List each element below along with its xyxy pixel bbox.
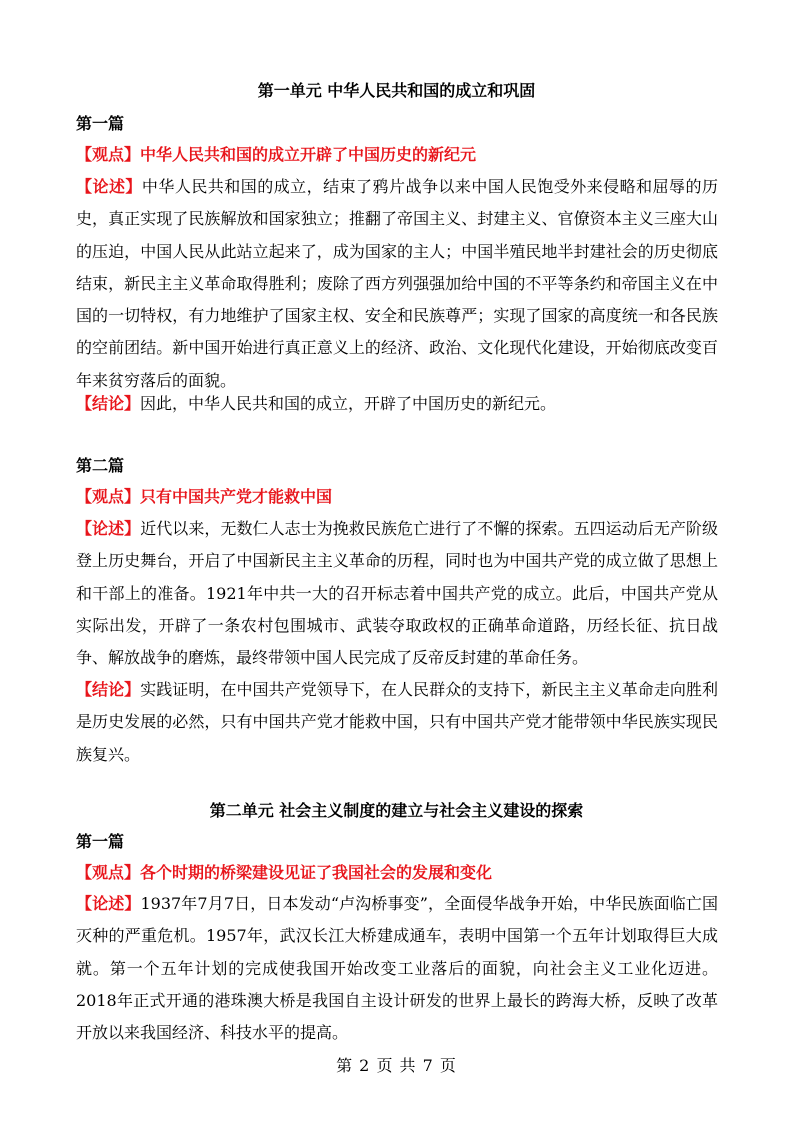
unit1-part1-conclusion (76, 388, 718, 420)
argument-text: 近代以来，无数仁人志士为挽救民族危亡进行了不懈的探索。五四运动后无产阶级登上历史舞台，开启了中国新民主主义革命的历程，同时也为中国共产党的成立做了思想上和干部上的准备。1921年中共一大的召开标志着中国共产党的成立。此后，中国共产党从实际出发，开辟了一条农村包围城市、武装夺取政权的正确革命道路，历经长征、抗日战争、解放战争的磨炼，最终带领中国人民完成了反帝反封建的革命任务。 (76, 519, 718, 668)
unit2-title: 第二单元 社会主义制度的建立与社会主义建设的探索 (209, 801, 584, 820)
conclusion-text: 实践证明，在中国共产党领导下，在人民群众的支持下，新民主主义革命走向胜利是历史发展的必然，只有中国共产党才能救中国，只有中国共产党才能带领中华民族实现民族复兴。 (76, 680, 718, 764)
view-tag: 【观点】 (76, 145, 141, 164)
unit1-part1-view (76, 139, 718, 171)
argument-tag: 【论述】 (76, 894, 141, 913)
view-tag: 【观点】 (76, 487, 141, 506)
argument-text: 1937年7月7日，日本发动“卢沟桥事变”，全面侵华战争开始，中华民族面临亡国灭种的严重危机。1957年，武汉长江大桥建成通车，表明中国第一个五年计划取得巨大成就。第一个五年计划的完成使我国开始改变工业落后的面貌，向社会主义工业化迈进。2018年正式开通的港珠澳大桥是我国自主设计研发的世界上最长的跨海大桥，反映了改革开放以来我国经济、科技水平的提高。 (76, 894, 718, 1043)
unit2-part1-heading: 第一篇 (76, 832, 125, 851)
view-text: 各个时期的桥梁建设见证了我国社会的发展和变化 (140, 863, 493, 882)
argument-tag: 【论述】 (76, 519, 141, 538)
view-text: 中华人民共和国的成立开辟了中国历史的新纪元 (140, 145, 477, 164)
conclusion-text: 因此，中华人民共和国的成立，开辟了中国历史的新纪元。 (140, 394, 557, 413)
unit1-part2-argument (76, 513, 718, 674)
unit1-part2-heading: 第二篇 (76, 456, 125, 475)
conclusion-tag: 【结论】 (76, 394, 141, 413)
unit1-title: 第一单元 中华人民共和国的成立和巩固 (257, 81, 536, 100)
unit2-part1-argument (76, 888, 718, 1049)
unit1-part1-argument (76, 171, 718, 397)
view-text: 只有中国共产党才能救中国 (140, 487, 333, 506)
conclusion-tag: 【结论】 (76, 680, 141, 699)
unit1-part2-view (76, 481, 718, 513)
unit1-part2-conclusion (76, 674, 718, 771)
unit2-part1-view (76, 857, 718, 889)
argument-tag: 【论述】 (76, 177, 142, 196)
argument-text: 中华人民共和国的成立，结束了鸦片战争以来中国人民饱受外来侵略和屈辱的历史，真正实现了民族解放和国家独立；推翻了帝国主义、封建主义、官僚资本主义三座大山的压迫，中国人民从此站立起来了，成为国家的主人；中国半殖民地半封建社会的历史彻底结束，新民主主义革命取得胜利；废除了西方列强强加给中国的不平等条约和帝国主义在中国的一切特权，有力地维护了国家主权、安全和民族尊严；实现了国家的高度统一和各民族的空前团结。新中国开始进行真正意义上的经济、政治、文化现代化建设，开始彻底改变百年来贫穷落后的面貌。 (76, 177, 718, 390)
page-footer: 第 2 页 共 7 页 (336, 1056, 457, 1075)
view-tag: 【观点】 (76, 863, 141, 882)
unit1-part1-heading: 第一篇 (76, 114, 125, 133)
